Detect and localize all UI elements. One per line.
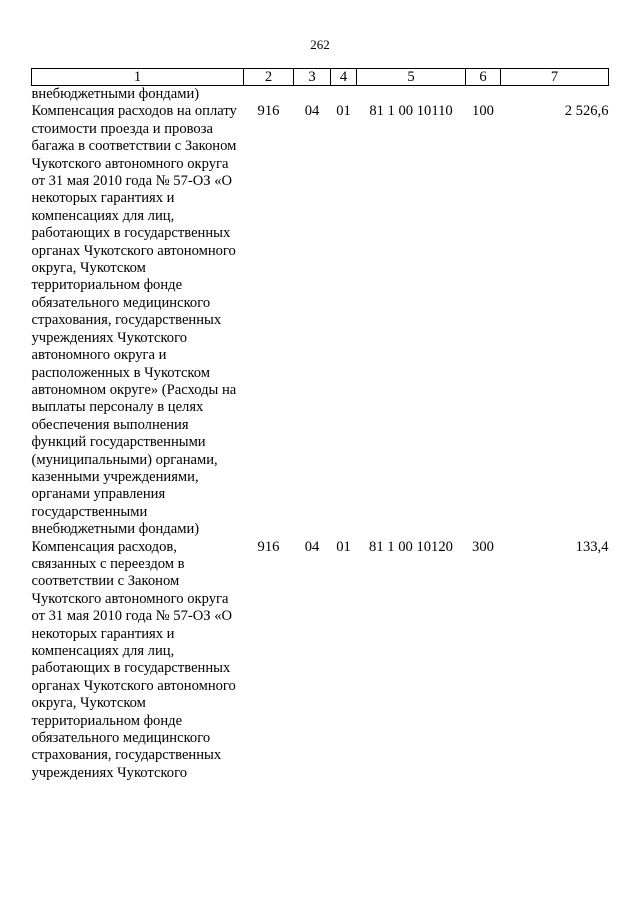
row-col-4: 01 xyxy=(336,103,351,120)
row-description: внебюджетными фондами) xyxy=(31,86,200,102)
table-row xyxy=(32,103,609,538)
row-description: Компенсация расходов, связанных с переездом в соответствии с Законом Чукотского автономного округа от 31 мая 2010 года № 57-ОЗ «О некоторых гарантиях и компенсациях для лиц, работающих в государственных органах Чукотского автономного округа, Чукотском территориальном фонде обязательного медицинского страхования, государственных учреждениях Чукотского xyxy=(31,538,236,781)
row-col-3 xyxy=(294,86,331,104)
row-col-7: 2 526,6 xyxy=(564,103,609,120)
row-col-6: 300 xyxy=(472,538,494,555)
row-col-5 xyxy=(357,86,466,104)
page-number: 262 xyxy=(310,37,330,52)
row-col-3: 04 xyxy=(304,538,320,555)
row-col-7: 133,4 xyxy=(575,538,609,555)
row-col-3: 04 xyxy=(304,103,320,120)
table-row xyxy=(32,86,609,104)
row-col-2 xyxy=(244,86,294,104)
header-col-6: 6 xyxy=(466,69,501,86)
header-col-2: 2 xyxy=(244,69,294,86)
row-col-2: 916 xyxy=(257,103,280,120)
table-body xyxy=(32,86,609,783)
row-col-5: 81 1 00 10110 xyxy=(369,103,453,120)
header-col-3: 3 xyxy=(294,69,331,86)
table-header xyxy=(32,69,609,86)
row-col-6 xyxy=(466,86,501,104)
row-description: Компенсация расходов на оплату стоимости проезда и провоза багажа в соответствии с Законом Чукотского автономного округа от 31 мая 2010 года № 57-ОЗ «О некоторых гарантиях и компенсациях для лиц, работающих в государственных органах Чукотского автономного округа, Чукотском территориальном фонде обязательного медицинского страхования, государственных учреждениях Чукотского автономного округа и расположенных в Чукотском автономном округе» (Расходы на выплаты персоналу в целях обеспечения выполнения функций государственными (муниципальными) органами, казенными учреждениями, органами управления государственными внебюджетными фондами) xyxy=(31,103,237,538)
header-col-1: 1 xyxy=(32,69,244,86)
header-row xyxy=(32,69,609,86)
header-col-4: 4 xyxy=(331,69,357,86)
header-col-7: 7 xyxy=(501,69,609,86)
row-col-5: 81 1 00 10120 xyxy=(369,538,453,555)
row-col-4: 01 xyxy=(336,538,351,555)
row-col-4 xyxy=(331,86,357,104)
row-col-7 xyxy=(501,86,609,104)
row-col-6: 100 xyxy=(472,103,494,120)
table-row xyxy=(32,539,609,783)
budget-table xyxy=(31,68,609,782)
header-col-5: 5 xyxy=(357,69,466,86)
row-col-2: 916 xyxy=(257,538,280,555)
